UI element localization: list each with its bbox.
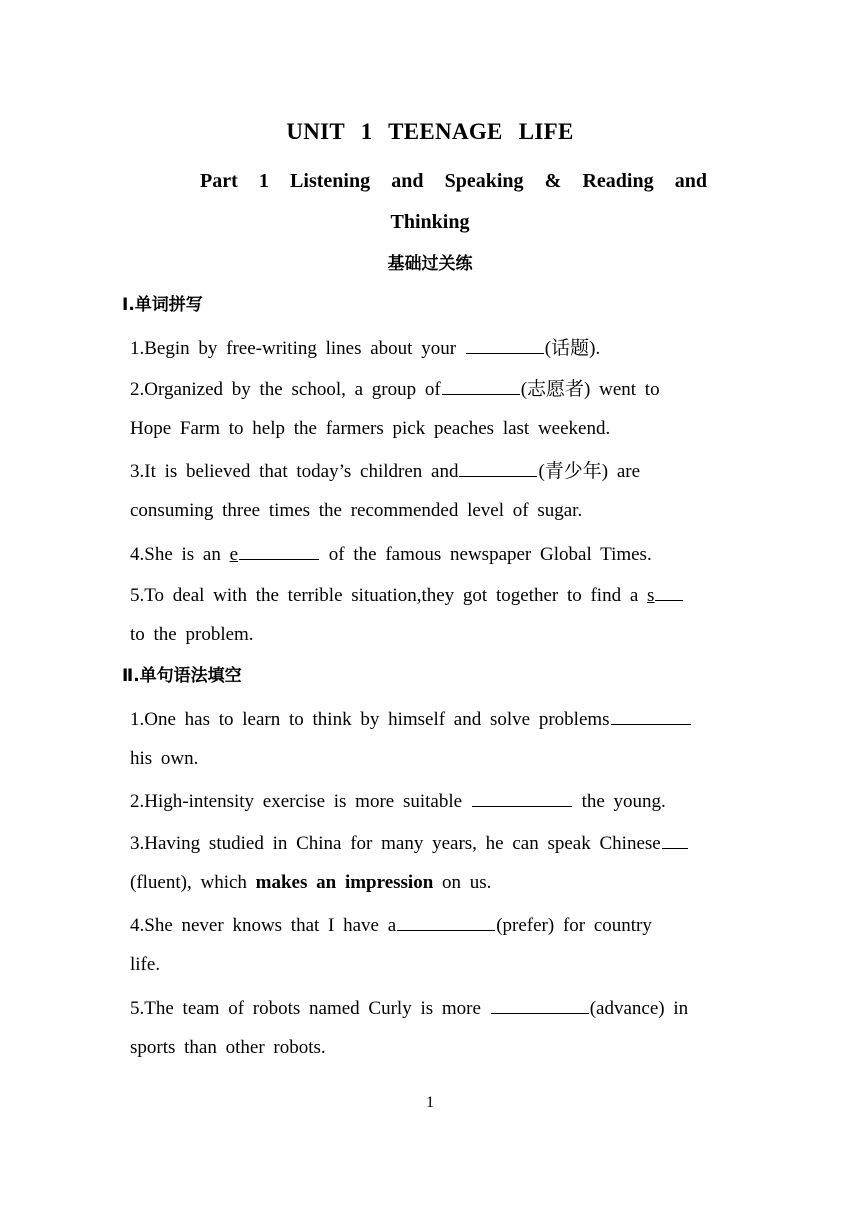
answer-blank[interactable] [459,458,537,477]
section1-heading: Ⅰ.单词拼写 [122,295,203,315]
answer-blank[interactable] [397,912,495,931]
s2-q1: 1.One has to learn to think by himself and solve problems [130,706,730,732]
s1-q2-line2: Hope Farm to help the farmers pick peaches last weekend. [130,418,611,439]
section-heading-basic: 基础过关练 [387,254,473,274]
part-title-line2: Thinking [390,211,470,233]
answer-blank[interactable] [239,541,319,560]
s2-q3: 3.Having studied in China for many years, he can speak Chinese [130,830,730,856]
s2-q2: 2.High-intensity exercise is more suitable the young. [130,788,730,814]
page-number: 1 [426,1094,434,1111]
s1-q3: 3.It is believed that today’s children and (青少年) are [130,458,730,484]
answer-blank[interactable] [655,582,683,601]
s2-q5: 5.The team of robots named Curly is more (advance) in [130,995,730,1021]
answer-blank[interactable] [491,995,589,1014]
section2-heading: Ⅱ.单句语法填空 [122,666,242,686]
s2-q4-line2: life. [130,954,161,975]
answer-blank[interactable] [442,376,520,395]
s1-q5: 5.To deal with the terrible situation,they got together to find a s [130,582,730,608]
s1-q4: 4.She is an e of the famous newspaper Global Times. [130,541,730,567]
answer-blank[interactable] [472,788,572,807]
s1-q5-line2: to the problem. [130,624,254,645]
s2-q5-line2: sports than other robots. [130,1037,326,1058]
s2-q4: 4.She never knows that I have a (prefer) for country [130,912,730,938]
answer-blank[interactable] [466,335,544,354]
answer-blank[interactable] [611,706,691,725]
s1-q3-line2: consuming three times the recommended level of sugar. [130,500,583,521]
s1-q1: 1.Begin by free-writing lines about your (话题). [130,335,730,361]
answer-blank[interactable] [662,830,688,849]
unit-title: UNIT 1 TEENAGE LIFE [286,119,574,144]
s2-q3-line2: (fluent), which makes an impression on us. [130,872,492,893]
part-title-line1: Part 1 Listening and Speaking & Reading and [200,170,707,192]
s2-q1-line2: his own. [130,748,199,769]
s1-q2: 2.Organized by the school, a group of (志愿者) went to [130,376,730,402]
